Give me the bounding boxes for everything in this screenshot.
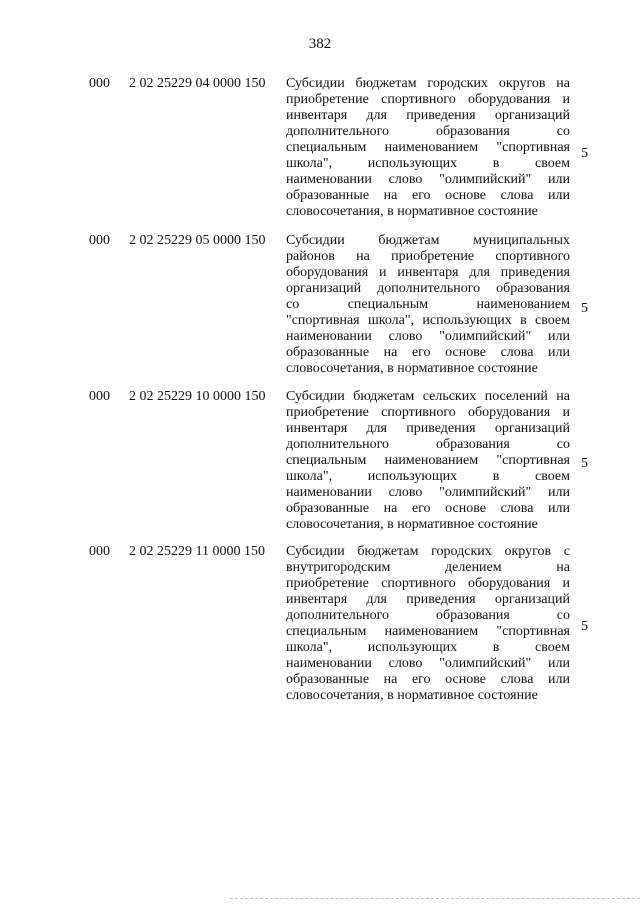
description-line: специальным наименованием "спортивная	[286, 624, 570, 639]
budget-classification-code: 2 02 25229 10 0000 150	[129, 389, 266, 404]
description-line: инвентаря для приведения организаций	[286, 421, 570, 436]
admin-code: 000	[89, 233, 110, 248]
description-line: дополнительного образования со	[286, 437, 570, 452]
row-description	[286, 389, 570, 533]
description-line: школа", использующих в своем	[286, 469, 570, 484]
description-line: приобретение спортивного оборудования и	[286, 92, 570, 107]
row-amount: 5	[581, 146, 588, 161]
description-line: наименовании слово "олимпийский" или	[286, 656, 570, 671]
row-amount: 5	[581, 301, 588, 316]
description-line: образованные на его основе слова или	[286, 672, 570, 687]
budget-classification-code: 2 02 25229 11 0000 150	[129, 544, 265, 559]
description-line: Субсидии бюджетам городских округов на	[286, 76, 570, 91]
row-amount: 5	[581, 619, 588, 634]
description-line: наименовании слово "олимпийский" или	[286, 485, 570, 500]
description-line: оборудования и инвентаря для приведения	[286, 265, 570, 280]
description-line: инвентаря для приведения организаций	[286, 592, 570, 607]
description-line: внутригородским делением на	[286, 560, 570, 575]
row-description	[286, 544, 570, 704]
description-line: приобретение спортивного оборудования и	[286, 405, 570, 420]
description-line: наименовании слово "олимпийский" или	[286, 172, 570, 187]
row-amount: 5	[581, 456, 588, 471]
description-line: районов на приобретение спортивного	[286, 249, 570, 264]
scan-edge-divider	[230, 898, 640, 899]
description-line: со специальным наименованием	[286, 297, 570, 312]
description-line: организаций дополнительного образования	[286, 281, 570, 296]
description-line: словосочетания, в нормативное состояние	[286, 204, 538, 219]
description-line: Субсидии бюджетам сельских поселений на	[286, 389, 570, 404]
description-line: школа", использующих в своем	[286, 640, 570, 655]
description-line: специальным наименованием "спортивная	[286, 140, 570, 155]
admin-code: 000	[89, 76, 110, 91]
budget-classification-code: 2 02 25229 04 0000 150	[129, 76, 266, 91]
page-number: 382	[308, 36, 332, 52]
budget-classification-code: 2 02 25229 05 0000 150	[129, 233, 266, 248]
description-line: дополнительного образования со	[286, 124, 570, 139]
description-line: Субсидии бюджетам городских округов с	[286, 544, 570, 559]
row-description	[286, 76, 570, 220]
description-line: образованные на его основе слова или	[286, 501, 570, 516]
description-line: образованные на его основе слова или	[286, 188, 570, 203]
description-line: наименовании слово "олимпийский" или	[286, 329, 570, 344]
row-description	[286, 233, 570, 377]
description-line: Субсидии бюджетам муниципальных	[286, 233, 570, 248]
description-line: приобретение спортивного оборудования и	[286, 576, 570, 591]
description-line: дополнительного образования со	[286, 608, 570, 623]
description-line: словосочетания, в нормативное состояние	[286, 688, 538, 703]
admin-code: 000	[89, 544, 110, 559]
description-line: образованные на его основе слова или	[286, 345, 570, 360]
description-line: словосочетания, в нормативное состояние	[286, 517, 538, 532]
admin-code: 000	[89, 389, 110, 404]
description-line: школа", использующих в своем	[286, 156, 570, 171]
description-line: инвентаря для приведения организаций	[286, 108, 570, 123]
description-line: специальным наименованием "спортивная	[286, 453, 570, 468]
description-line: словосочетания, в нормативное состояние	[286, 361, 538, 376]
description-line: "спортивная школа", использующих в своем	[286, 313, 570, 328]
